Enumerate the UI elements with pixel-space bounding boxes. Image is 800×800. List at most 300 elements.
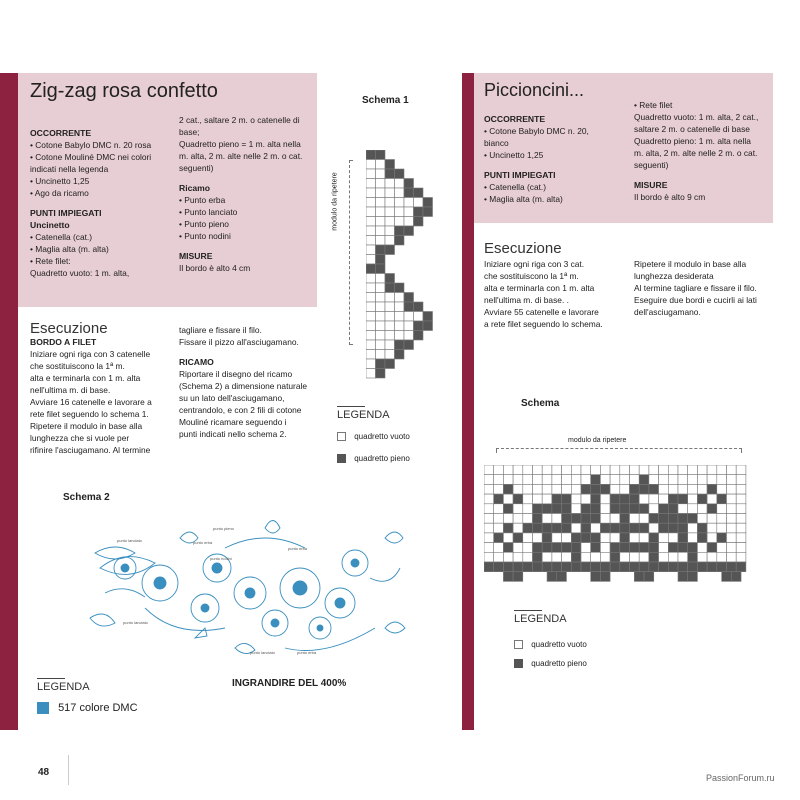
filled-cell (542, 543, 552, 553)
text-line: seguenti) (634, 160, 669, 170)
filled-cell (707, 484, 717, 494)
empty-cell (484, 514, 494, 524)
legend3-empty-row (514, 640, 587, 649)
text-line: • Punto erba (179, 195, 226, 205)
empty-cell (385, 188, 395, 198)
empty-cell (523, 494, 533, 504)
filled-cell (610, 494, 620, 504)
empty-cell (659, 533, 669, 543)
empty-cell (571, 494, 581, 504)
empty-cell (366, 207, 376, 217)
empty-cell (542, 552, 552, 562)
filled-cell (591, 484, 601, 494)
empty-cell (659, 465, 669, 475)
filled-cell (395, 283, 405, 293)
text-line: • Punto pieno (179, 219, 229, 229)
schema2-embroidery-drawing (85, 508, 410, 673)
filled-cell (494, 562, 504, 572)
empty-cell (533, 475, 543, 485)
empty-cell (404, 331, 414, 341)
empty-cell (523, 543, 533, 553)
empty-cell (523, 552, 533, 562)
empty-cell (620, 552, 630, 562)
empty-cell (736, 475, 746, 485)
filled-cell (678, 543, 688, 553)
schema2-label-c: punto erba (193, 540, 213, 545)
filled-cell (571, 562, 581, 572)
empty-cell (376, 169, 386, 179)
filled-cell (523, 523, 533, 533)
empty-cell (494, 475, 504, 485)
empty-cell (571, 475, 581, 485)
filled-cell (697, 562, 707, 572)
empty-cell (395, 198, 405, 208)
text-line: tagliare e fissare il filo. (179, 325, 262, 335)
filled-cell (668, 494, 678, 504)
section-heading: RICAMO (179, 357, 214, 367)
text-line (30, 199, 172, 207)
empty-cell (688, 504, 698, 514)
filled-cell (591, 504, 601, 514)
text-line: Il bordo è alto 9 cm (634, 192, 706, 202)
empty-cell (620, 465, 630, 475)
empty-cell (366, 359, 376, 369)
filled-cell (423, 207, 433, 217)
filled-cell (668, 562, 678, 572)
empty-cell (697, 475, 707, 485)
filled-cell (610, 543, 620, 553)
empty-cell (395, 331, 405, 341)
empty-cell (395, 207, 405, 217)
right-exec-col2 (634, 258, 779, 318)
filled-cell (610, 504, 620, 514)
empty-cell (591, 523, 601, 533)
schema2-label-e: punto erba (288, 546, 308, 551)
filled-cell (736, 562, 746, 572)
filled-cell (385, 245, 395, 255)
text-line: • Catenella (cat.) (30, 232, 93, 242)
legend1-title: LEGENDA (337, 409, 390, 421)
section-heading: Ricamo (179, 183, 211, 193)
filled-cell (366, 150, 376, 160)
text-line: • Rete filet: (30, 256, 71, 266)
filled-cell (649, 514, 659, 524)
empty-cell (649, 523, 659, 533)
filled-cell (620, 514, 630, 524)
empty-cell (736, 514, 746, 524)
empty-cell (659, 552, 669, 562)
schema2-label-d: punto nodini (210, 556, 232, 561)
filled-cell (552, 562, 562, 572)
filled-cell (513, 494, 523, 504)
empty-cell (376, 160, 386, 170)
empty-cell (366, 312, 376, 322)
empty-cell (376, 321, 386, 331)
right-margin-bar (462, 73, 474, 730)
filled-cell (727, 562, 737, 572)
empty-cell (707, 533, 717, 543)
text-line: lunghezza che si vuole per (30, 433, 130, 443)
filled-cell (494, 494, 504, 504)
filled-cell (591, 562, 601, 572)
empty-cell (513, 484, 523, 494)
text-line: Ripetere il modulo in base alla (30, 421, 143, 431)
filled-cell (376, 369, 386, 379)
empty-cell (649, 504, 659, 514)
filled-cell (414, 302, 424, 312)
empty-cell (697, 543, 707, 553)
filled-cell (376, 150, 386, 160)
schema1-title: Schema 1 (362, 95, 409, 106)
filled-cell (697, 533, 707, 543)
empty-cell (366, 350, 376, 360)
empty-cell (503, 475, 513, 485)
empty-cell (494, 484, 504, 494)
empty-cell (707, 465, 717, 475)
empty-square-icon (337, 432, 346, 441)
filled-cell (542, 504, 552, 514)
empty-cell (385, 226, 395, 236)
empty-cell (727, 504, 737, 514)
empty-cell (484, 494, 494, 504)
filled-cell (513, 562, 523, 572)
filled-cell (649, 484, 659, 494)
filled-cell (404, 226, 414, 236)
filled-cell (630, 494, 640, 504)
empty-cell (385, 207, 395, 217)
right-exec-col1 (484, 258, 629, 330)
filled-cell (600, 484, 610, 494)
empty-cell (736, 533, 746, 543)
text-line: indicati nella legenda (30, 164, 109, 174)
empty-cell (414, 312, 424, 322)
text-line (179, 242, 317, 250)
empty-cell (639, 552, 649, 562)
filled-cell (688, 572, 698, 582)
empty-cell (404, 207, 414, 217)
empty-cell (542, 514, 552, 524)
filled-cell (600, 562, 610, 572)
empty-cell (639, 465, 649, 475)
filled-cell (552, 504, 562, 514)
filled-cell (678, 562, 688, 572)
empty-cell (376, 312, 386, 322)
empty-cell (395, 321, 405, 331)
empty-cell (385, 350, 395, 360)
text-line: lunghezza desiderata (634, 271, 714, 281)
filled-cell (503, 562, 513, 572)
empty-cell (366, 369, 376, 379)
legend3-full-row (514, 659, 587, 668)
text-line: • Ago da ricamo (30, 188, 89, 198)
schema2-label-f: punto lanciato (123, 620, 148, 625)
filled-cell (552, 543, 562, 553)
empty-cell (649, 475, 659, 485)
filled-cell (395, 350, 405, 360)
empty-cell (639, 494, 649, 504)
empty-cell (717, 465, 727, 475)
empty-cell (513, 504, 523, 514)
filled-cell (562, 562, 572, 572)
empty-cell (717, 475, 727, 485)
empty-cell (610, 533, 620, 543)
empty-cell (688, 523, 698, 533)
empty-cell (366, 331, 376, 341)
empty-cell (668, 552, 678, 562)
empty-cell (494, 504, 504, 514)
empty-cell (591, 465, 601, 475)
filled-cell (562, 504, 572, 514)
empty-cell (395, 302, 405, 312)
text-line: rifinire l'asciugamano. Al termine (30, 445, 151, 455)
filled-cell (668, 543, 678, 553)
filled-cell (533, 543, 543, 553)
filled-cell (591, 475, 601, 485)
empty-cell (600, 504, 610, 514)
empty-cell (581, 475, 591, 485)
empty-cell (678, 552, 688, 562)
filled-cell (414, 188, 424, 198)
empty-cell (600, 543, 610, 553)
empty-cell (736, 465, 746, 475)
text-line (179, 348, 321, 356)
empty-cell (395, 217, 405, 227)
filled-cell (533, 514, 543, 524)
empty-cell (707, 523, 717, 533)
empty-cell (513, 514, 523, 524)
empty-cell (552, 533, 562, 543)
empty-cell (385, 198, 395, 208)
empty-cell (727, 465, 737, 475)
watermark: PassionForum.ru (706, 773, 775, 783)
filled-cell (562, 543, 572, 553)
empty-cell (717, 514, 727, 524)
text-line (179, 174, 317, 182)
filled-cell (513, 572, 523, 582)
right-page-title: Piccioncini... (484, 80, 585, 100)
filled-cell (376, 245, 386, 255)
filled-cell (503, 484, 513, 494)
schema2-label-a: punto lanciato (117, 538, 142, 543)
empty-cell (376, 207, 386, 217)
text-line: Al termine tagliare e fissare il filo. (634, 283, 757, 293)
empty-cell (414, 198, 424, 208)
text-line: • Uncinetto 1,25 (30, 176, 90, 186)
empty-cell (395, 188, 405, 198)
empty-cell (376, 188, 386, 198)
text-line: alta e terminarla con 1 m. alta (30, 373, 141, 383)
legend3-title: LEGENDA (514, 613, 567, 625)
filled-cell (547, 572, 557, 582)
empty-cell (366, 245, 376, 255)
filled-cell (697, 494, 707, 504)
empty-cell (523, 475, 533, 485)
filled-cell (630, 562, 640, 572)
filled-cell (581, 533, 591, 543)
text-line: saltare 2 m. o catenelle di base (634, 124, 750, 134)
empty-cell (736, 484, 746, 494)
text-line: Avviare 55 catenelle e lavorare (484, 307, 599, 317)
empty-cell (571, 523, 581, 533)
empty-cell (533, 484, 543, 494)
filled-cell (649, 552, 659, 562)
empty-cell (562, 533, 572, 543)
empty-cell (385, 302, 395, 312)
filled-cell (610, 552, 620, 562)
legend2-color-label: 517 colore DMC (58, 702, 138, 714)
empty-cell (707, 514, 717, 524)
empty-cell (376, 236, 386, 246)
filled-cell (630, 504, 640, 514)
empty-cell (503, 494, 513, 504)
filled-cell (414, 321, 424, 331)
filled-cell (562, 523, 572, 533)
text-line (484, 161, 626, 169)
empty-cell (659, 475, 669, 485)
text-line: che sostituiscono la 1ª m. (30, 361, 125, 371)
empty-cell (385, 340, 395, 350)
empty-cell (523, 533, 533, 543)
filled-cell (630, 523, 640, 533)
empty-cell (552, 465, 562, 475)
filled-cell (717, 494, 727, 504)
color-swatch-icon (37, 702, 49, 714)
filled-cell (649, 562, 659, 572)
section-heading: BORDO A FILET (30, 337, 97, 347)
empty-cell (600, 494, 610, 504)
empty-cell (385, 331, 395, 341)
schema1-grid (366, 150, 442, 383)
filled-cell (423, 198, 433, 208)
text-line: • Uncinetto 1,25 (484, 150, 544, 160)
text-line: alta e terminarla con 1 m. alta (484, 283, 595, 293)
filled-cell (649, 533, 659, 543)
text-line: • Punto lanciato (179, 207, 238, 217)
section-heading: MISURE (634, 180, 668, 190)
filled-cell (678, 523, 688, 533)
filled-cell (639, 543, 649, 553)
filled-cell (542, 562, 552, 572)
empty-cell (503, 514, 513, 524)
empty-cell (600, 533, 610, 543)
filled-cell (404, 188, 414, 198)
text-line: nell'ultima m. di base. . (484, 295, 569, 305)
empty-cell (736, 552, 746, 562)
empty-cell (649, 465, 659, 475)
empty-cell (717, 504, 727, 514)
filled-cell (600, 523, 610, 533)
text-line: Iniziare ogni riga con 3 cat. (484, 259, 585, 269)
empty-cell (376, 226, 386, 236)
empty-cell (610, 514, 620, 524)
section-heading: Uncinetto (30, 220, 70, 230)
empty-cell (678, 504, 688, 514)
filled-cell (395, 169, 405, 179)
filled-cell (581, 523, 591, 533)
empty-cell (533, 465, 543, 475)
empty-cell (533, 533, 543, 543)
empty-cell (366, 217, 376, 227)
filled-cell (376, 359, 386, 369)
text-line: (Schema 2) a dimensione naturale (179, 381, 308, 391)
legend3-full-label: quadretto pieno (531, 659, 587, 668)
empty-square-icon (514, 640, 523, 649)
left-margin-bar (0, 73, 18, 730)
filled-cell (678, 494, 688, 504)
empty-cell (736, 543, 746, 553)
filled-cell (644, 572, 654, 582)
legend2-row (37, 702, 138, 714)
filled-cell (552, 494, 562, 504)
filled-cell (707, 543, 717, 553)
filled-cell (542, 523, 552, 533)
empty-cell (385, 293, 395, 303)
filled-cell (395, 226, 405, 236)
filled-cell (484, 562, 494, 572)
empty-cell (523, 465, 533, 475)
empty-cell (494, 465, 504, 475)
empty-cell (366, 198, 376, 208)
empty-cell (484, 484, 494, 494)
filled-cell (591, 572, 601, 582)
filled-cell (620, 494, 630, 504)
left-info-col1 (30, 127, 172, 279)
filled-cell (634, 572, 644, 582)
schema2-label-h: punto erba (297, 650, 317, 655)
empty-cell (395, 179, 405, 189)
filled-cell (630, 543, 640, 553)
text-line: Quadretto vuoto: 1 m. alta, 2 cat., (634, 112, 759, 122)
filled-cell (707, 504, 717, 514)
legend1-empty-label: quadretto vuoto (354, 432, 410, 441)
empty-cell (366, 255, 376, 265)
empty-cell (484, 552, 494, 562)
filled-cell (688, 552, 698, 562)
empty-cell (717, 484, 727, 494)
right-info-col2 (634, 99, 774, 203)
empty-cell (591, 552, 601, 562)
empty-cell (484, 533, 494, 543)
filled-cell (639, 475, 649, 485)
empty-cell (727, 533, 737, 543)
empty-cell (630, 465, 640, 475)
filled-cell (581, 504, 591, 514)
filled-cell (571, 533, 581, 543)
filled-cell (503, 504, 513, 514)
empty-cell (366, 179, 376, 189)
empty-cell (659, 543, 669, 553)
filled-cell (678, 572, 688, 582)
empty-cell (727, 494, 737, 504)
empty-cell (707, 475, 717, 485)
filled-cell (600, 572, 610, 582)
filled-cell (571, 543, 581, 553)
empty-cell (552, 475, 562, 485)
text-line: Mouliné ricamare seguendo i (179, 417, 287, 427)
empty-cell (668, 465, 678, 475)
empty-cell (376, 350, 386, 360)
empty-cell (678, 484, 688, 494)
section-heading: OCCORRENTE (484, 114, 546, 124)
empty-cell (552, 514, 562, 524)
text-line: Quadretto pieno = 1 m. alta nella (179, 139, 301, 149)
filled-cell (395, 236, 405, 246)
text-line: a rete filet seguendo lo schema. (484, 319, 603, 329)
empty-cell (376, 198, 386, 208)
section-heading: OCCORRENTE (30, 128, 92, 138)
empty-cell (688, 494, 698, 504)
schema1-module-label: modulo da ripetere (331, 172, 339, 231)
